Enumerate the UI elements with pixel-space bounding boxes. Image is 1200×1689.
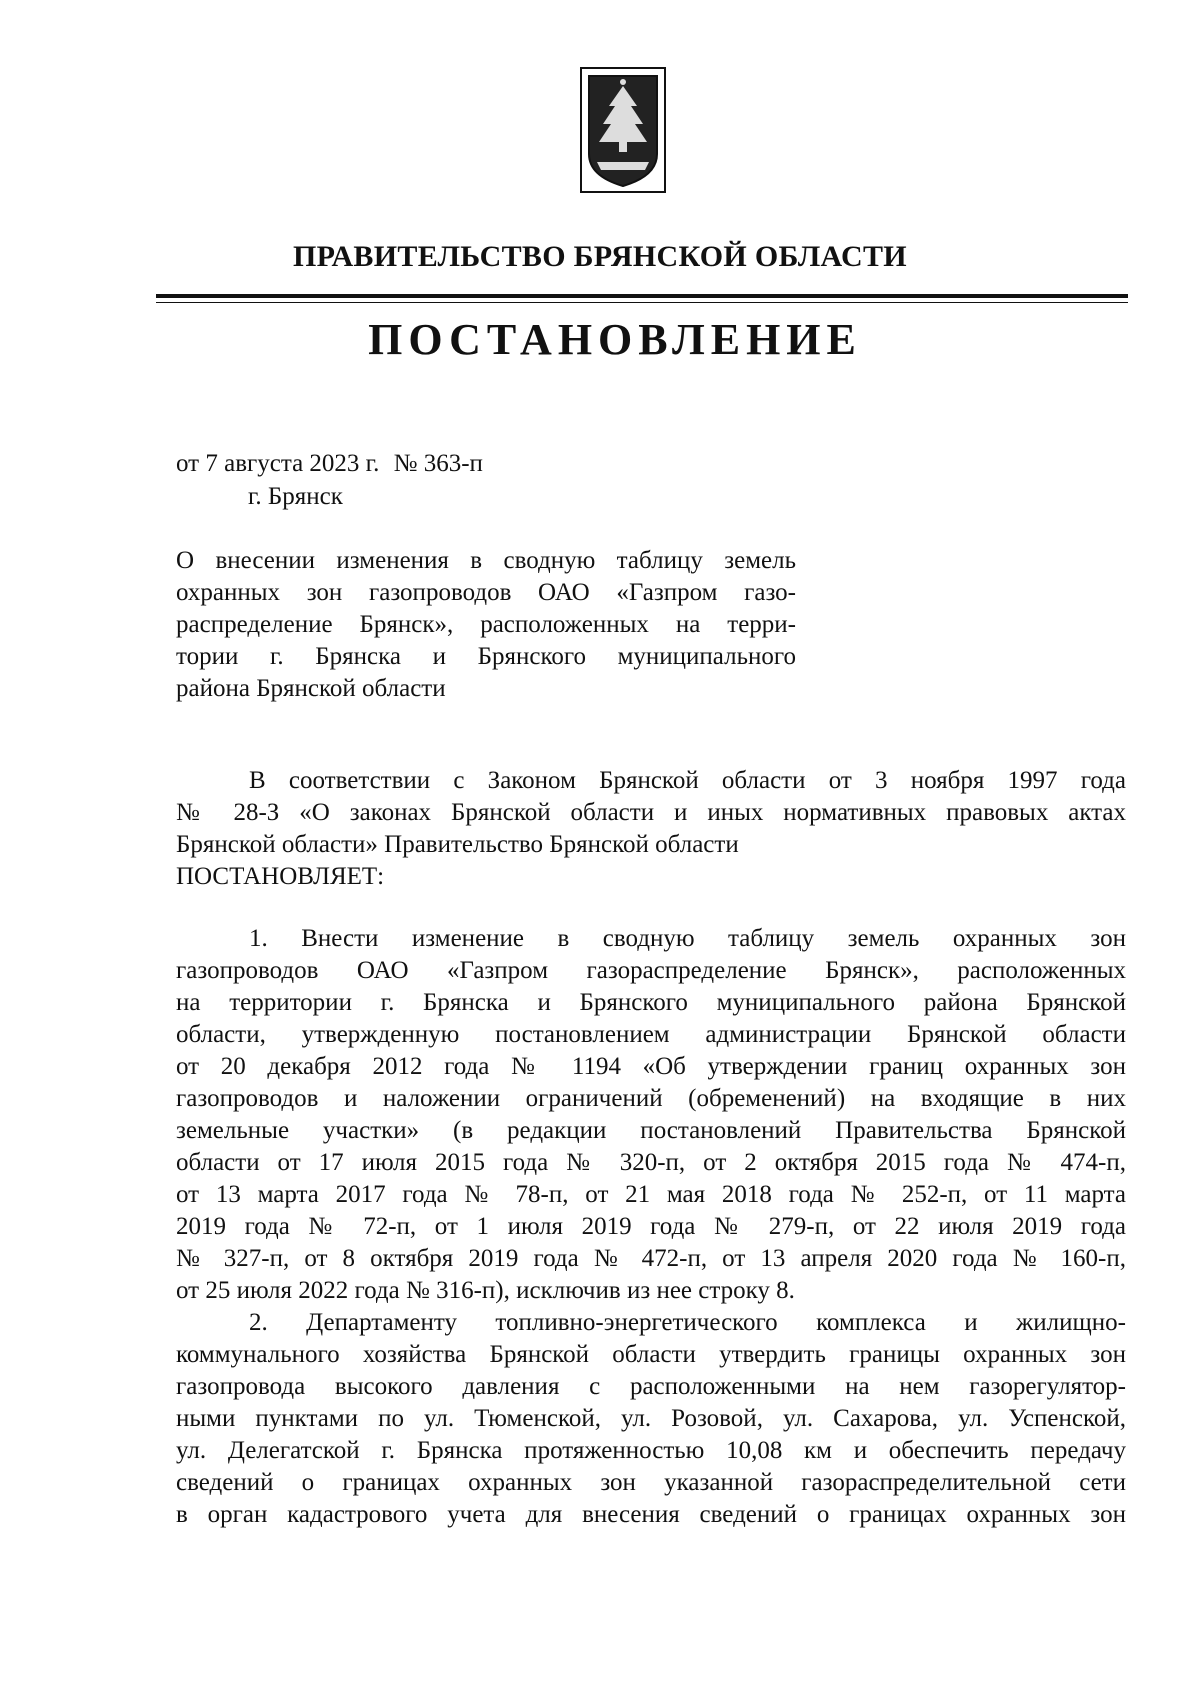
item1-line: от 13 марта 2017 года № 78-п, от 21 мая 2018 года № 252-п, от 11 марта xyxy=(176,1181,1126,1208)
paragraph-gap xyxy=(176,893,1126,923)
item2-line: 2. Департаменту топливно-энергетического комплекса и жилищно- xyxy=(249,1309,1126,1336)
subject-line: О внесении изменения в сводную таблицу земель xyxy=(176,547,796,574)
header-rule-thick xyxy=(156,294,1128,298)
item2-line: сведений о границах охранных зон указанной газораспределительной сети xyxy=(176,1469,1126,1496)
item1-line: от 25 июля 2022 года № 316-п), исключив из нее строку 8. xyxy=(176,1277,795,1304)
item1-line: земельные участки» (в редакции постановлений Правительства Брянской xyxy=(176,1117,1126,1144)
item2-line: в орган кадастрового учета для внесения сведений о границах охранных зон xyxy=(176,1501,1126,1528)
preamble-line: № 28-З «О законах Брянской области и иных нормативных правовых актах xyxy=(176,799,1126,826)
subject-line: распределение Брянск», расположенных на терри- xyxy=(176,611,796,638)
item1-line: газопроводов и наложении ограничений (обременений) на входящие в них xyxy=(176,1085,1126,1112)
document-date: от 7 августа 2023 г. xyxy=(176,450,380,477)
preamble-line: В соответствии с Законом Брянской области от 3 ноября 1997 года xyxy=(249,767,1126,794)
item1-line: на территории г. Брянска и Брянского муниципального района Брянской xyxy=(176,989,1126,1016)
subject-line: охранных зон газопроводов ОАО «Газпром газо- xyxy=(176,579,796,606)
document-body xyxy=(176,765,1126,1531)
item1-line: области, утвержденную постановлением администрации Брянской области xyxy=(176,1021,1126,1048)
item1-line: 1. Внести изменение в сводную таблицу земель охранных зон xyxy=(249,925,1126,952)
item1-line: от 20 декабря 2012 года № 1194 «Об утверждении границ охранных зон xyxy=(176,1053,1126,1080)
decree-keyword: ПОСТАНОВЛЯЕТ: xyxy=(176,863,385,890)
item2-line: ул. Делегатской г. Брянска протяженностью 10,08 км и обеспечить передачу xyxy=(176,1437,1126,1464)
document-meta xyxy=(176,447,491,513)
header-rule-thin xyxy=(156,302,1128,303)
date-number-line xyxy=(176,447,491,480)
item1-line: области от 17 июля 2015 года № 320-п, от 2 октября 2015 года № 474-п, xyxy=(176,1149,1126,1176)
document-city: г. Брянск xyxy=(248,483,343,510)
document-type-title: ПОСТАНОВЛЕНИЕ xyxy=(368,315,862,364)
item1-line: 2019 года № 72-п, от 1 июля 2019 года № 279-п, от 22 июля 2019 года xyxy=(176,1213,1126,1240)
subject-line: района Брянской области xyxy=(176,675,446,702)
item1-line: № 327-п, от 8 октября 2019 года № 472-п, от 13 апреля 2020 года № 160-п, xyxy=(176,1245,1126,1272)
preamble-line: Брянской области» Правительство Брянской области xyxy=(176,831,739,858)
item2-line: коммунального хозяйства Брянской области утвердить границы охранных зон xyxy=(176,1341,1126,1368)
item2-line: ными пунктами по ул. Тюменской, ул. Розовой, ул. Сахарова, ул. Успенской, xyxy=(176,1405,1126,1432)
document-number: № 363-п xyxy=(393,450,483,477)
coat-of-arms-icon xyxy=(579,66,667,194)
government-title: ПРАВИТЕЛЬСТВО БРЯНСКОЙ ОБЛАСТИ xyxy=(293,240,907,273)
item2-line: газопровода высокого давления с расположенными на нем газорегулятор- xyxy=(176,1373,1126,1400)
item1-line: газопроводов ОАО «Газпром газораспределение Брянск», расположенных xyxy=(176,957,1126,984)
document-subject xyxy=(176,545,796,705)
subject-line: тории г. Брянска и Брянского муниципального xyxy=(176,643,796,670)
